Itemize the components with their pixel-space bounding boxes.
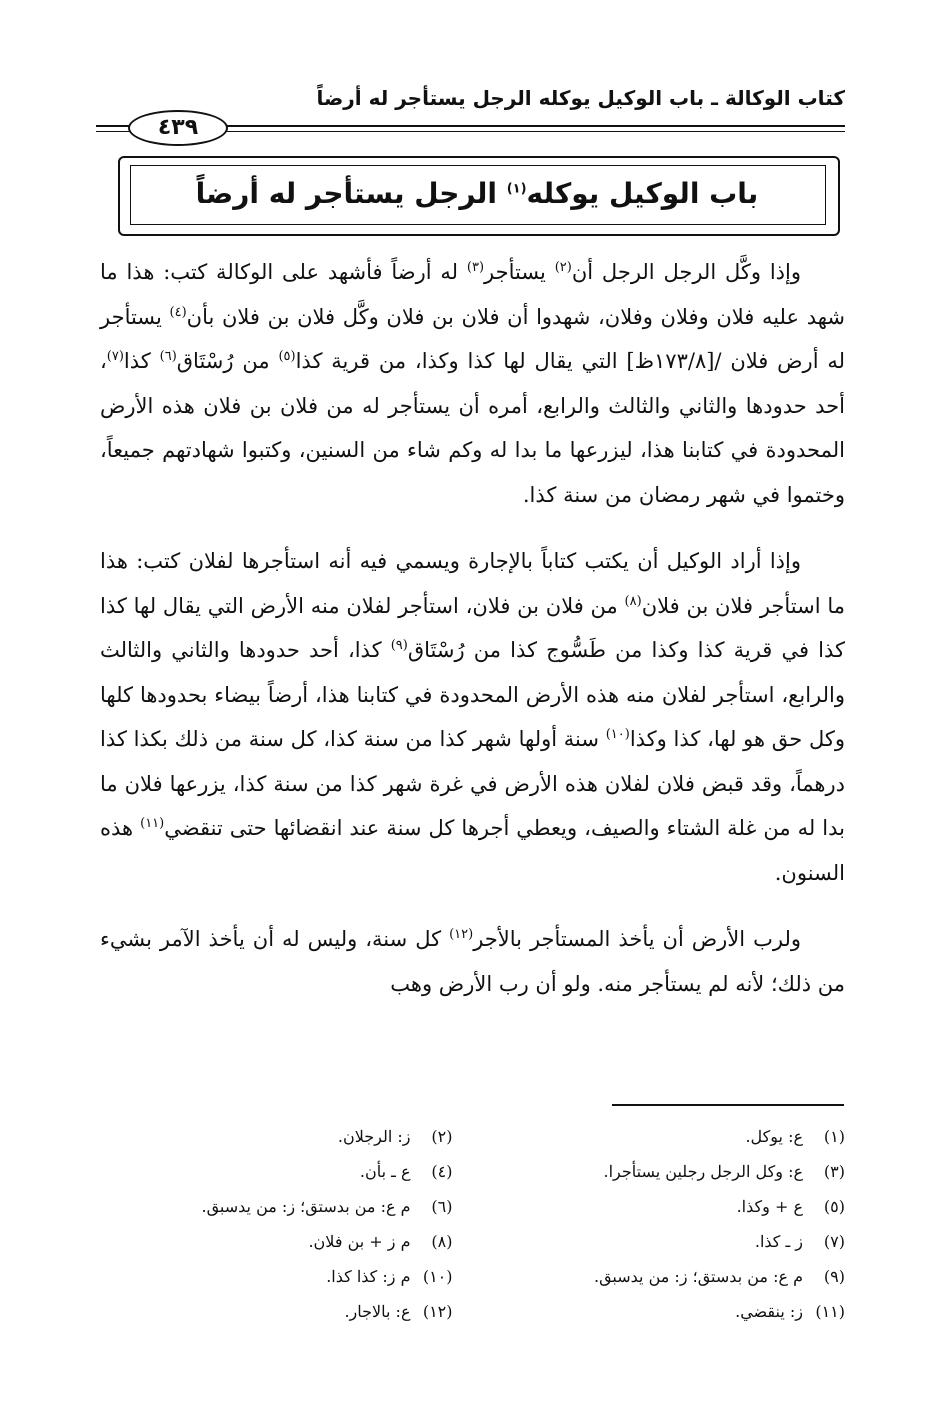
text-run: ولرب الأرض أن يأخذ المستأجر بالأجر xyxy=(473,927,801,951)
footnote-text: ع ـ بأن. xyxy=(359,1162,411,1181)
paragraph xyxy=(100,917,845,1006)
text-run: كل سنة، وليس له أن يأخذ الآمر بشيء من ذلك؛ لأنه لم يستأجر منه. ولو أن رب الأرض وهب xyxy=(100,927,845,996)
footnote xyxy=(90,1120,453,1153)
footnote-rule xyxy=(612,1104,844,1106)
footnote xyxy=(483,1190,846,1223)
chapter-title-end: الرجل يستأجر له أرضاً xyxy=(195,177,507,210)
footnote-number: (٢) xyxy=(431,1127,453,1146)
footnote-number: (٦) xyxy=(431,1197,453,1216)
footnote-number: (٨) xyxy=(431,1232,453,1251)
footnote-ref: (٣) xyxy=(466,260,485,275)
page-number: ٤٣٩ xyxy=(128,110,228,146)
footnote-number: (٤) xyxy=(431,1162,453,1181)
footnote-number: (١٠) xyxy=(422,1267,453,1286)
paragraph xyxy=(100,250,845,517)
chapter-title xyxy=(130,165,824,223)
text-run: من فلان بن فلان، استأجر لفلان منه الأرض التي يقال لها كذا كذا في قرية كذا وكذا من طَسُّوج كذا من رُسْتَاق xyxy=(100,593,846,662)
text-run: ، أحد حدودها والثاني والثالث والرابع، أمره أن يستأجر له من فلان بن فلان هذه الأرض المحدودة في كتابنا هذا، ليزرعها ما بدا له وكم شاء من السنين، وكتبوا شهادتهم جميعاً، وختموا في شهر رمضان من سنة كذا. xyxy=(100,349,845,507)
footnote-ref: (١٠) xyxy=(605,727,630,742)
body-text xyxy=(100,250,845,1028)
footnote-number: (١١) xyxy=(815,1302,845,1321)
text-run: وإذا وكَّل الرجل الرجل أن xyxy=(571,260,801,284)
footnote-number: (١) xyxy=(823,1127,845,1146)
text-run: يستأجر xyxy=(484,260,555,284)
footnote xyxy=(90,1225,453,1258)
running-header-title: كتاب الوكالة ـ باب الوكيل يوكله الرجل يستأجر له أرضاً xyxy=(316,86,845,110)
text-run: له أرضاً فأشهد على الوكالة كتب: هذا ما شهد عليه فلان وفلان وفلان، شهدوا أن فلان بن فلان وكَّل فلان بن فلان بأن xyxy=(100,260,845,329)
text-run: كذا xyxy=(123,349,160,373)
footnote xyxy=(483,1225,846,1258)
footnote xyxy=(483,1155,846,1188)
footnote-text: ز ـ كذا. xyxy=(754,1232,803,1251)
footnote-ref: (٧) xyxy=(106,349,124,364)
footnote-ref: (٨) xyxy=(624,593,642,609)
text-run: كذا، أحد حدودها والثاني والثالث والرابع، استأجر لفلان منه هذه الأرض المحدودة في كتابنا هذا، أرضاً بيضاء بحدودها كلها وكل حق هو لها، كذا وكذا xyxy=(100,638,845,751)
footnote xyxy=(483,1260,846,1293)
footnote-text: ز: الرجلان. xyxy=(337,1127,411,1146)
footnote-text: ز: ينقضي. xyxy=(735,1302,803,1321)
footnote-ref: (١١) xyxy=(140,816,165,831)
text-run: وإذا أراد الوكيل أن يكتب كتاباً بالإجارة ويسمي فيه أنه استأجرها لفلان كتب: هذا ما استأجر فلان بن فلان xyxy=(100,549,845,618)
footnote-ref: (٩) xyxy=(390,638,408,653)
footnote-number: (١٢) xyxy=(422,1302,453,1321)
text-run: سنة أولها شهر كذا من سنة كذا، كل سنة من ذلك بكذا كذا درهماً، وقد قبض فلان لفلان هذه الأرض في غرة شهر كذا من سنة كذا، يزرعها فلان ما بدا له من غلة الشتاء والصيف، ويعطي أجرها كل سنة عند انقضائها حتى تنقضي xyxy=(100,727,845,840)
text-run: من رُسْتَاق xyxy=(176,349,279,373)
footnote-text: ع: بالاجار. xyxy=(344,1302,411,1321)
footnote-number: (٧) xyxy=(823,1232,845,1251)
text-run: هذه السنون. xyxy=(100,816,845,885)
footnote-text: م ز + بن فلان. xyxy=(308,1232,411,1251)
footnote-ref: (٥) xyxy=(278,349,296,364)
footnote-text: ع: وكل الرجل رجلين يستأجرا. xyxy=(603,1162,803,1181)
footnote xyxy=(90,1190,453,1223)
footnote-ref: (١) xyxy=(506,181,527,197)
footnote-ref: (١٢) xyxy=(449,927,474,942)
footnotes xyxy=(90,1120,845,1328)
footnote-number: (٥) xyxy=(823,1197,845,1216)
footnote xyxy=(90,1295,453,1328)
footnote xyxy=(90,1155,453,1188)
footnote-text: م ع: من بدستق؛ ز: من يدسبق. xyxy=(593,1267,803,1286)
footnote xyxy=(90,1260,453,1293)
footnote-number: (٣) xyxy=(823,1162,845,1181)
footnote-text: م ع: من بدستق؛ ز: من يدسبق. xyxy=(201,1197,411,1216)
chapter-title-start: باب الوكيل يوكله xyxy=(526,177,759,210)
footnote-text: م ز: كذا كذا. xyxy=(326,1267,411,1286)
footnote-number: (٩) xyxy=(823,1267,845,1286)
footnote-ref: (٤) xyxy=(169,304,187,320)
paragraph xyxy=(100,539,845,895)
footnote xyxy=(483,1120,846,1153)
footnote xyxy=(483,1295,846,1328)
footnote-ref: (٦) xyxy=(159,349,177,364)
footnote-text: ع: يوكل. xyxy=(745,1127,803,1146)
footnote-ref: (٢) xyxy=(554,260,572,275)
footnote-text: ع + وكذا. xyxy=(736,1197,803,1216)
text-run: يستأجر له أرض فلان /[١٧٣/٨ظ] التي يقال لها كذا وكذا، من قرية كذا xyxy=(100,304,846,373)
